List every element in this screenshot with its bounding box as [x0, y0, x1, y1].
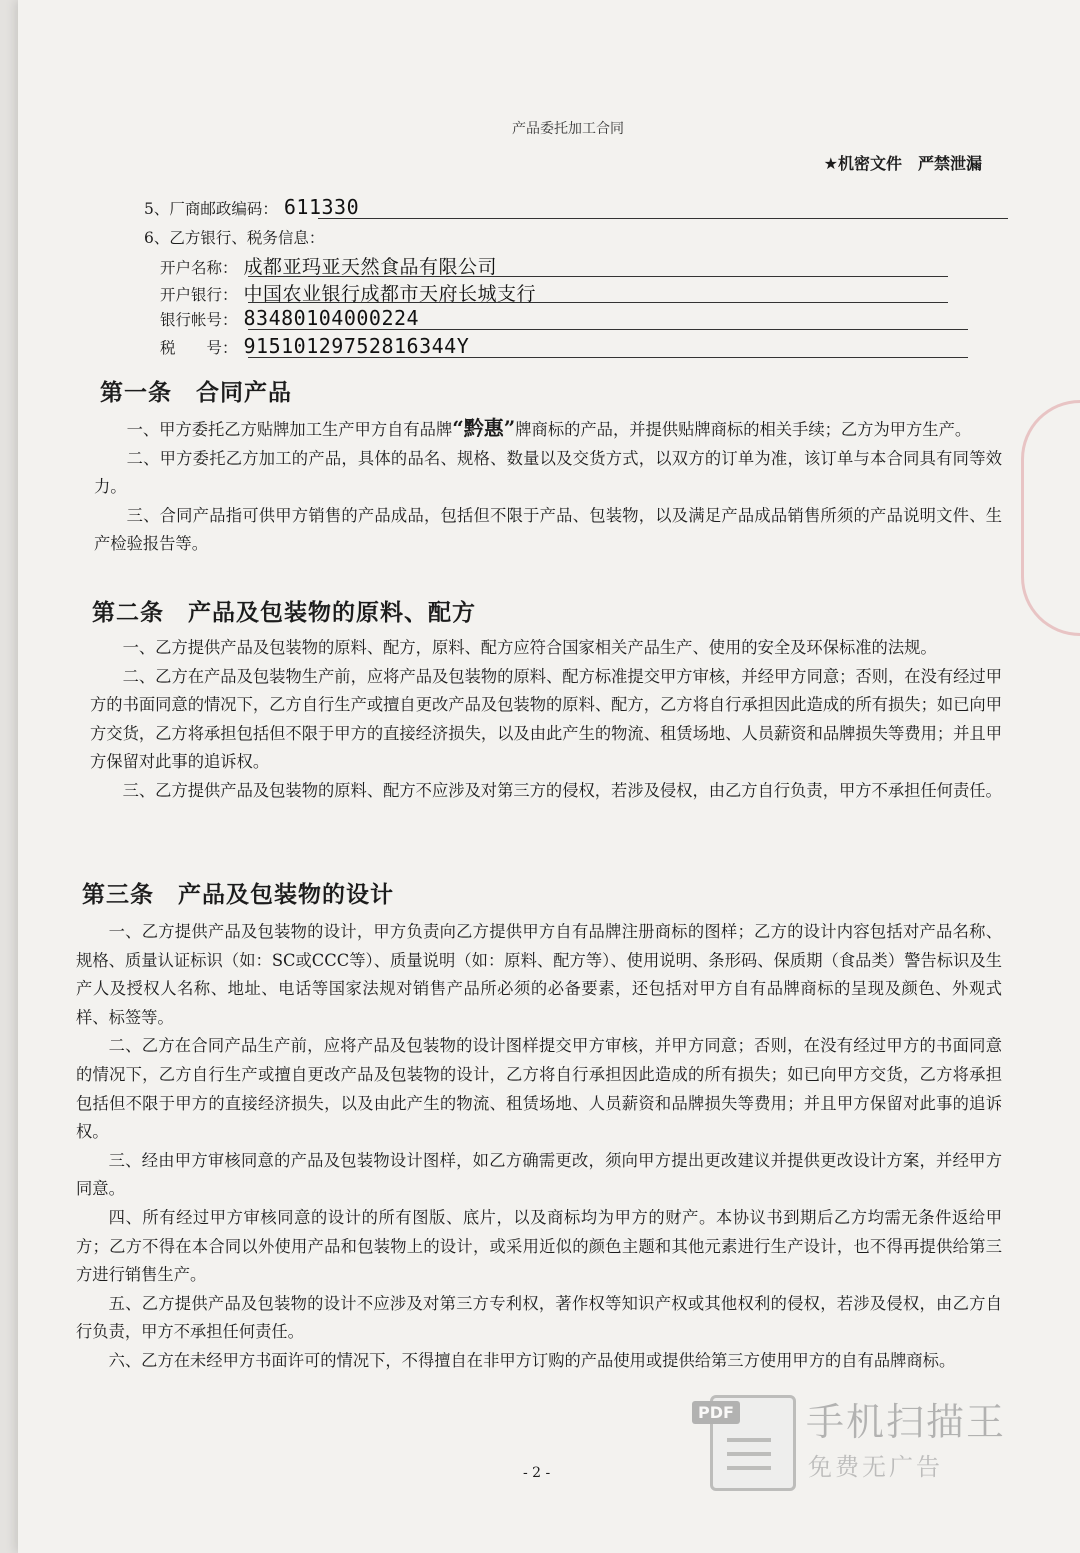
tax-field [160, 334, 469, 358]
article-3-title: 第三条 产品及包装物的设计 [82, 882, 394, 908]
account-name-field [160, 252, 497, 279]
tax-value: 91510129752816344Y [243, 334, 470, 358]
article-3-body [76, 918, 1002, 1376]
tax-label: 税 号： [160, 339, 238, 357]
bank-section-label: 6、乙方银行、税务信息： [144, 229, 325, 247]
watermark-title: 手机扫描王 [806, 1400, 1007, 1444]
article-1-body [94, 414, 1002, 559]
account-no-field [160, 306, 419, 330]
postal-underline [318, 218, 1008, 219]
bank-value: 中国农业银行成都市天府长城支行 [243, 283, 537, 305]
postal-code-field [144, 195, 359, 219]
pdf-badge: PDF [692, 1401, 740, 1424]
article-3-para-6: 六、乙方在未经甲方书面许可的情况下，不得擅自在非甲方订购的产品使用或提供给第三方使用甲方的自有品牌商标。 [108, 1350, 956, 1370]
tax-underline [248, 357, 968, 358]
article-2-body [90, 634, 1002, 806]
postal-code-label: 5、厂商邮政编码： [144, 200, 278, 218]
article-3-para-1: 一、乙方提供产品及包装物的设计，甲方负责向乙方提供甲方自有品牌注册商标的图样；乙方的设计内容包括对产品名称、规格、质量认证标识（如：SC或CCC等）、质量说明（如：原料、配方等）、使用说明、条形码、保质期（食品类）警告标识及生产人及授权人名称、地址、电话等国家法规对销售产品所必须的必备要素，还包括对甲方自有品牌商标的呈现及颜色、外观式样、标签等。 [76, 922, 1002, 1027]
account-no-label: 银行帐号： [160, 311, 238, 329]
document-page [18, 0, 1080, 1553]
article-3-para-2: 二、乙方在合同产品生产前，应将产品及包装物的设计图样提交甲方审核，并甲方同意；否则，在没有经过甲方的书面同意的情况下，乙方自行生产或擅自更改产品及包装物的设计，乙方将自行承担因此造成的所有损失；如已向甲方交货，乙方将承担包括但不限于甲方的直接经济损失，以及由此产生的物流、租赁场地、人员薪资和品牌损失等费用；并且甲方保留对此事的追诉权。 [76, 1036, 1002, 1142]
article-2-para-3: 三、乙方提供产品及包装物的原料、配方不应涉及对第三方的侵权，若涉及侵权，由乙方自行负责，甲方不承担任何责任。 [122, 780, 1002, 800]
article-1-title: 第一条 合同产品 [100, 380, 292, 406]
article-1-para-2: 二、甲方委托乙方加工的产品，具体的品名、规格、数量以及交货方式，以双方的订单为准，该订单与本合同具有同等效力。 [94, 448, 1002, 497]
confidential-notice: ★机密文件 严禁泄漏 [823, 154, 982, 173]
article-2-para-1: 一、乙方提供产品及包装物的原料、配方，原料、配方应符合国家相关产品生产、使用的安全及环保标准的法规。 [122, 638, 937, 657]
account-name-value: 成都亚玛亚天然食品有限公司 [243, 256, 498, 278]
account-name-underline [248, 276, 948, 277]
article-1-para-3: 三、合同产品指可供甲方销售的产品成品，包括但不限于产品、包装物，以及满足产品成品销售所须的产品说明文件、生产检验报告等。 [94, 505, 1002, 554]
scanner-watermark [690, 1385, 1050, 1495]
red-seal-stamp [1021, 400, 1080, 636]
article-3-para-5: 五、乙方提供产品及包装物的设计不应涉及对第三方专利权，著作权等知识产权或其他权利的侵权，若涉及侵权，由乙方自行负责，甲方不承担任何责任。 [76, 1293, 1002, 1342]
account-no-value: 83480104000224 [243, 306, 420, 330]
page-number: - 2 - [523, 1465, 551, 1481]
postal-code-value: 611330 [283, 195, 360, 219]
article-2-title: 第二条 产品及包装物的原料、配方 [92, 600, 476, 626]
document-title: 产品委托加工合同 [512, 121, 624, 137]
account-no-underline [248, 329, 968, 330]
bank-underline [248, 302, 948, 303]
article-2-para-2: 二、乙方在产品及包装物生产前，应将产品及包装物的原料、配方标准提交甲方审核，并经甲方同意；否则，在没有经过甲方的书面同意的情况下，乙方自行生产或擅自更改产品及包装物的原料、配方，乙方将自行承担因此造成的所有损失；如已向甲方交货，乙方将承担包括但不限于甲方的直接经济损失，以及由此产生的物流、租赁场地、人员薪资和品牌损失等费用；并且甲方保留对此事的追诉权。 [90, 666, 1002, 772]
bank-label: 开户银行： [160, 286, 238, 304]
watermark-subtitle: 免费无广告 [808, 1453, 943, 1481]
article-3-para-4: 四、所有经过甲方审核同意的设计的所有图版、底片，以及商标均为甲方的财产。本协议书到期后乙方均需无条件返给甲方；乙方不得在本合同以外使用产品和包装物上的设计，或采用近似的颜色主题和其他元素进行生产设计，也不得再提供给第三方进行销售生产。 [76, 1207, 1002, 1285]
article-3-para-3: 三、经由甲方审核同意的产品及包装物设计图样，如乙方确需更改，须向甲方提出更改建议并提供更改设计方案，并经甲方同意。 [76, 1150, 1002, 1199]
brand-name: “黔惠” [452, 416, 516, 440]
account-name-label: 开户名称： [160, 259, 238, 277]
article-1-para-1: 一、甲方委托乙方贴牌加工生产甲方自有品牌“黔惠”牌商标的产品，并提供贴牌商标的相关手续；乙方为甲方生产。 [126, 416, 972, 440]
